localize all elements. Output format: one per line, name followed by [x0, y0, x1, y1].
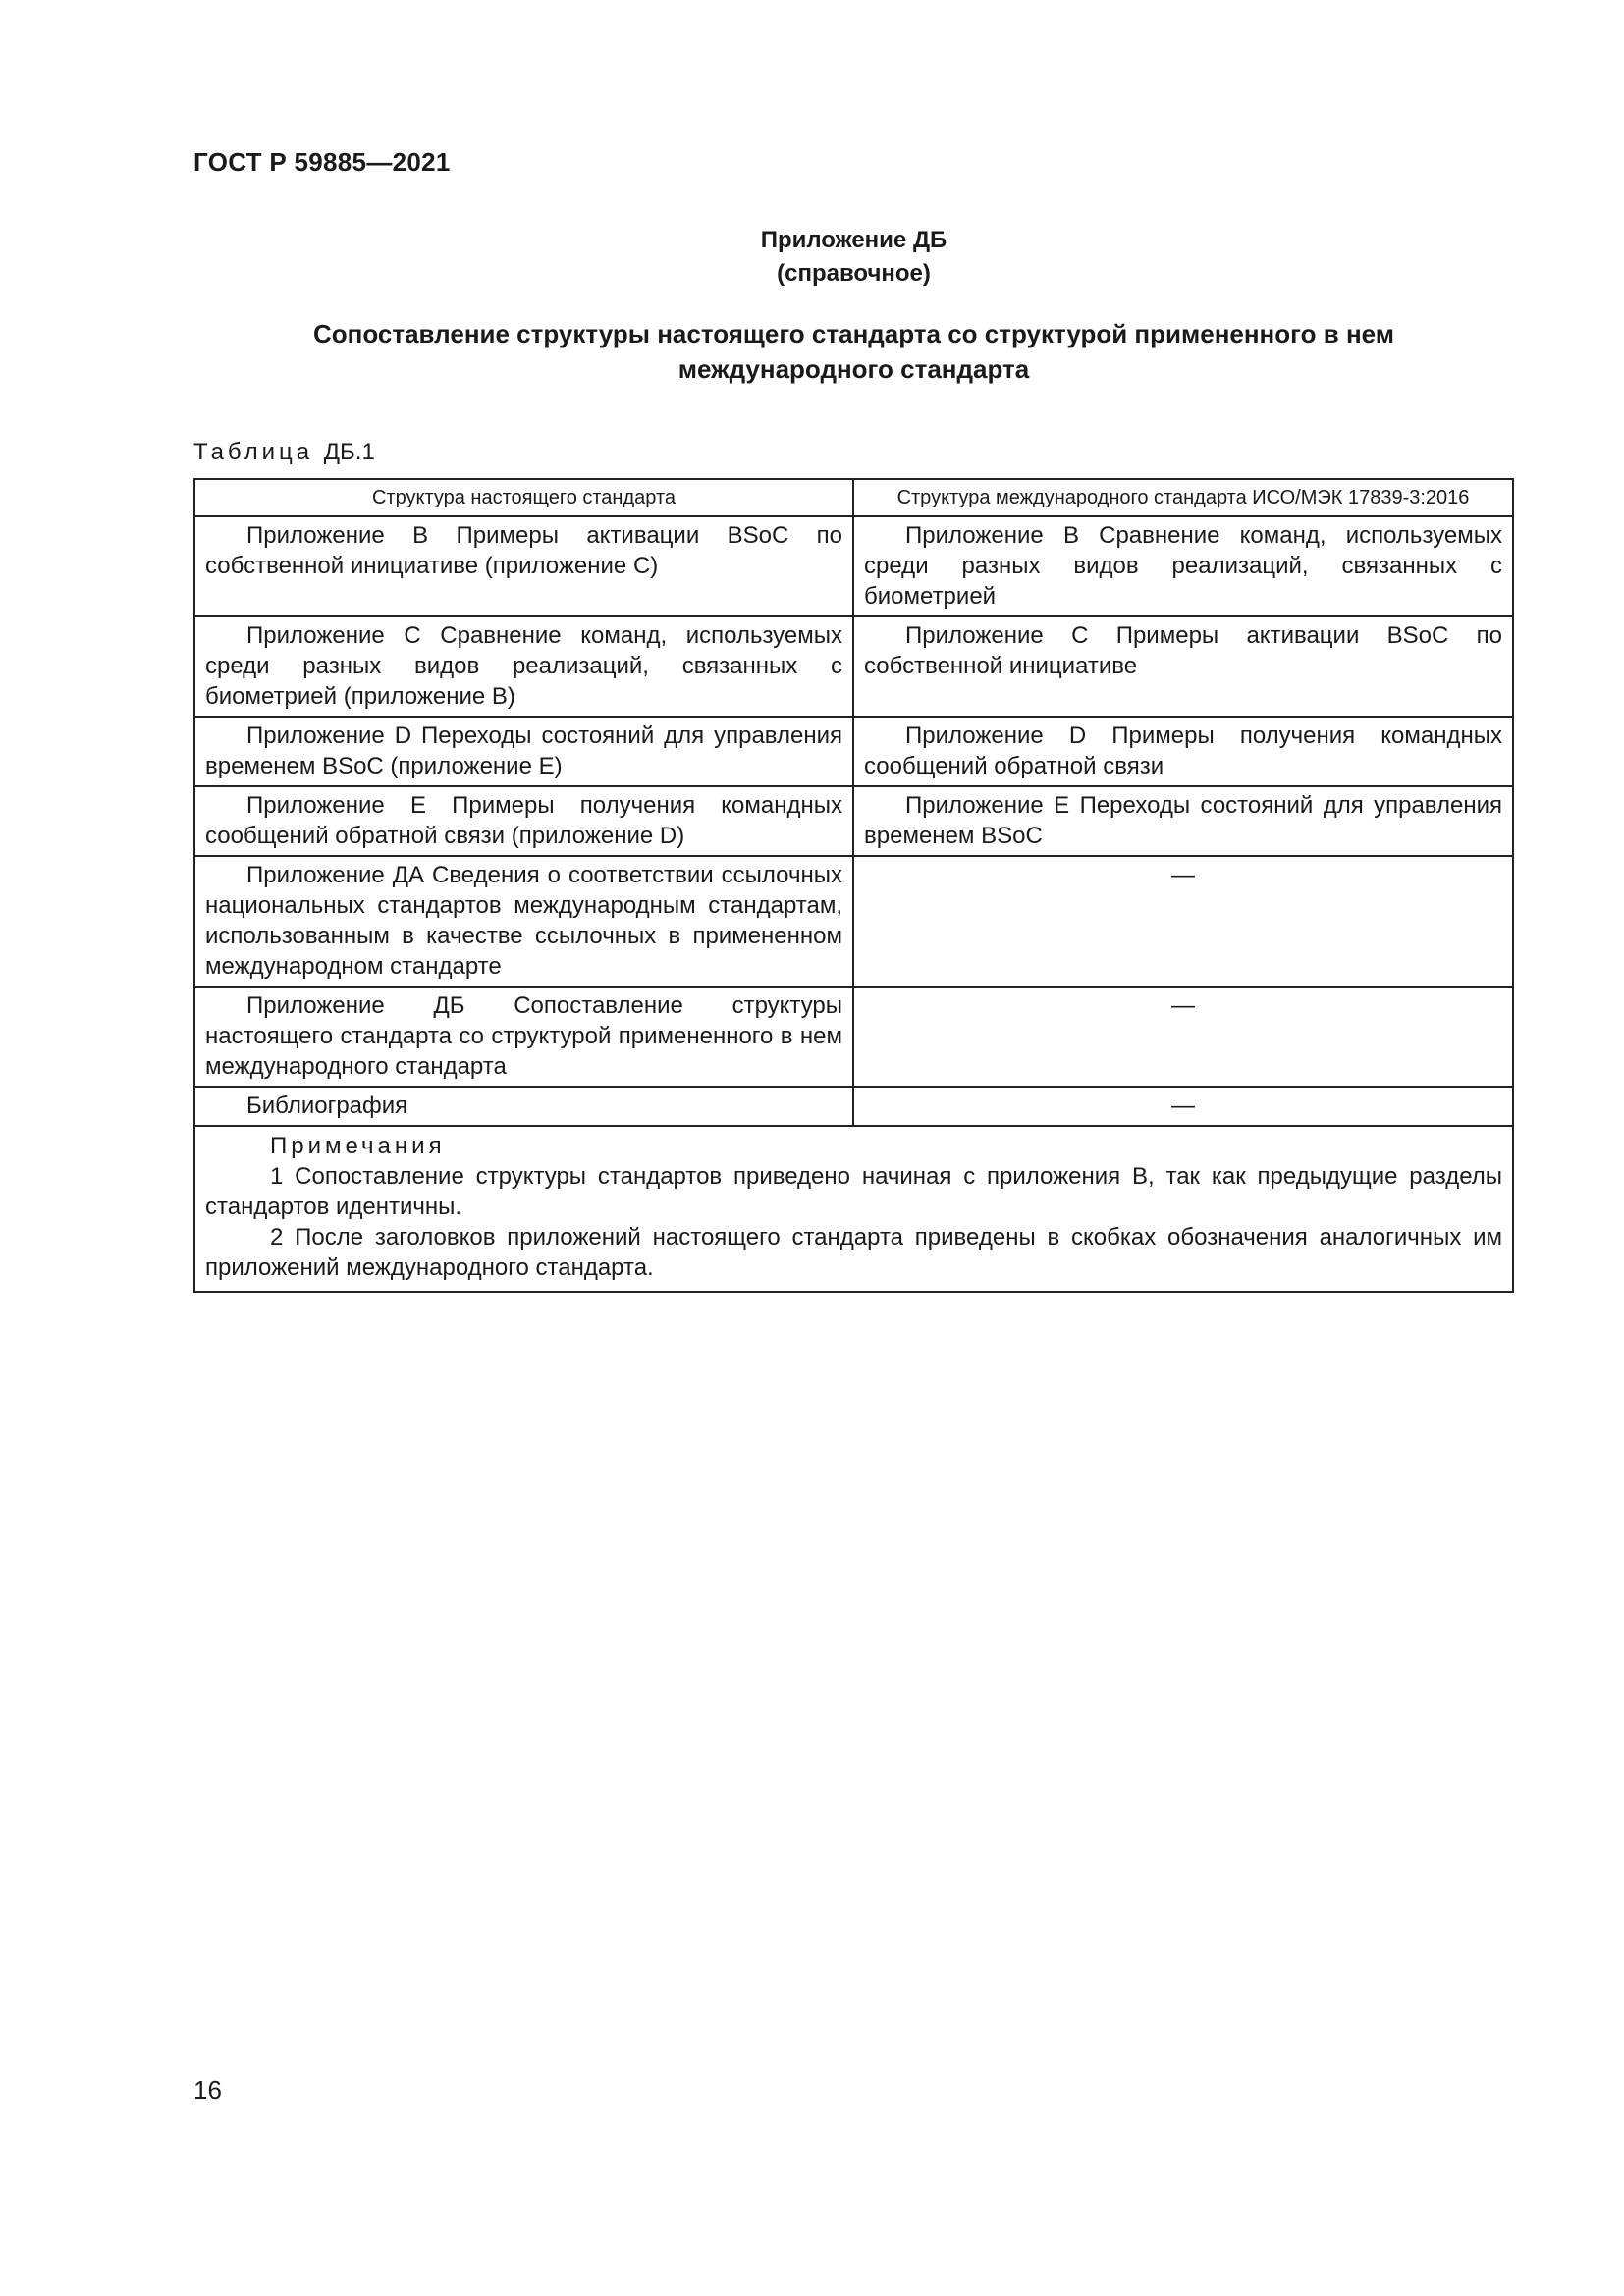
cell-international	[853, 717, 1513, 786]
table-row	[194, 516, 1513, 616]
section-title-line-1: Сопоставление структуры настоящего стандарта со структурой примененного в нем	[312, 319, 1394, 348]
cell-national	[194, 856, 853, 987]
cell-international	[853, 1087, 1513, 1126]
empty-dash: —	[1171, 862, 1195, 888]
notes-title: Примечания	[270, 1133, 446, 1159]
table-row	[194, 786, 1513, 856]
column-header-international: Структура международного стандарта ИСО/МЭК 17839-3:2016	[853, 479, 1513, 516]
note-item: 1 Сопоставление структуры стандартов приведено начиная с приложения B, так как предыдущие разделы стандартов идентичны.	[205, 1163, 1502, 1220]
cell-international	[853, 516, 1513, 616]
cell-text: Приложение E Примеры получения командных сообщений обратной связи (приложение D)	[205, 792, 843, 849]
cell-text: Библиография	[246, 1093, 408, 1119]
cell-text: Приложение D Переходы состояний для управления временем BSoC (приложение E)	[205, 722, 843, 779]
cell-national	[194, 616, 853, 717]
empty-dash: —	[1171, 992, 1195, 1019]
cell-text: Приложение C Сравнение команд, используемых среди разных видов реализаций, связанных с биометрией (приложение B)	[205, 622, 843, 710]
section-title	[193, 316, 1514, 387]
appendix-kind: (справочное)	[777, 260, 931, 287]
note-item: 2 После заголовков приложений настоящего стандарта приведены в скобках обозначения аналогичных им приложений международного стандарта.	[205, 1224, 1502, 1281]
cell-national	[194, 516, 853, 616]
comparison-table	[193, 478, 1514, 1293]
cell-text: Приложение ДА Сведения о соответствии ссылочных национальных стандартов международным стандартам, использованным в качестве ссылочных в примененном международном стандарте	[205, 862, 843, 980]
cell-international	[853, 616, 1513, 717]
table-caption	[193, 439, 375, 466]
table-row	[194, 616, 1513, 717]
table-row	[194, 987, 1513, 1087]
cell-text: Приложение B Примеры активации BSoC по собственной инициативе (приложение C)	[205, 522, 843, 579]
cell-national	[194, 717, 853, 786]
page-number: 16	[193, 2075, 222, 2105]
table-row	[194, 856, 1513, 987]
cell-national	[194, 987, 853, 1087]
cell-text: Приложение E Переходы состояний для управления временем BSoC	[864, 792, 1502, 849]
notes-row	[194, 1126, 1513, 1292]
notes-cell	[194, 1126, 1513, 1292]
cell-text: Приложение D Примеры получения командных сообщений обратной связи	[864, 722, 1502, 779]
empty-dash: —	[1171, 1093, 1195, 1119]
section-title-line-2: международного стандарта	[677, 354, 1030, 384]
cell-text: Приложение B Сравнение команд, используемых среди разных видов реализаций, связанных с биометрией	[864, 522, 1502, 610]
cell-international	[853, 856, 1513, 987]
table-caption-word: Таблица	[193, 439, 314, 465]
table-row	[194, 1087, 1513, 1126]
cell-national	[194, 786, 853, 856]
appendix-heading	[193, 224, 1514, 291]
cell-international	[853, 987, 1513, 1087]
cell-text: Приложение C Примеры активации BSoC по собственной инициативе	[864, 622, 1502, 679]
appendix-title: Приложение ДБ	[760, 227, 947, 253]
table-caption-number: ДБ.1	[323, 439, 375, 465]
table-header-row	[194, 479, 1513, 516]
column-header-national: Структура настоящего стандарта	[194, 479, 853, 516]
cell-international	[853, 786, 1513, 856]
cell-text: Приложение ДБ Сопоставление структуры настоящего стандарта со структурой примененного в нем международного стандарта	[205, 992, 843, 1080]
cell-national	[194, 1087, 853, 1126]
table-row	[194, 717, 1513, 786]
document-id: ГОСТ Р 59885—2021	[193, 147, 451, 177]
